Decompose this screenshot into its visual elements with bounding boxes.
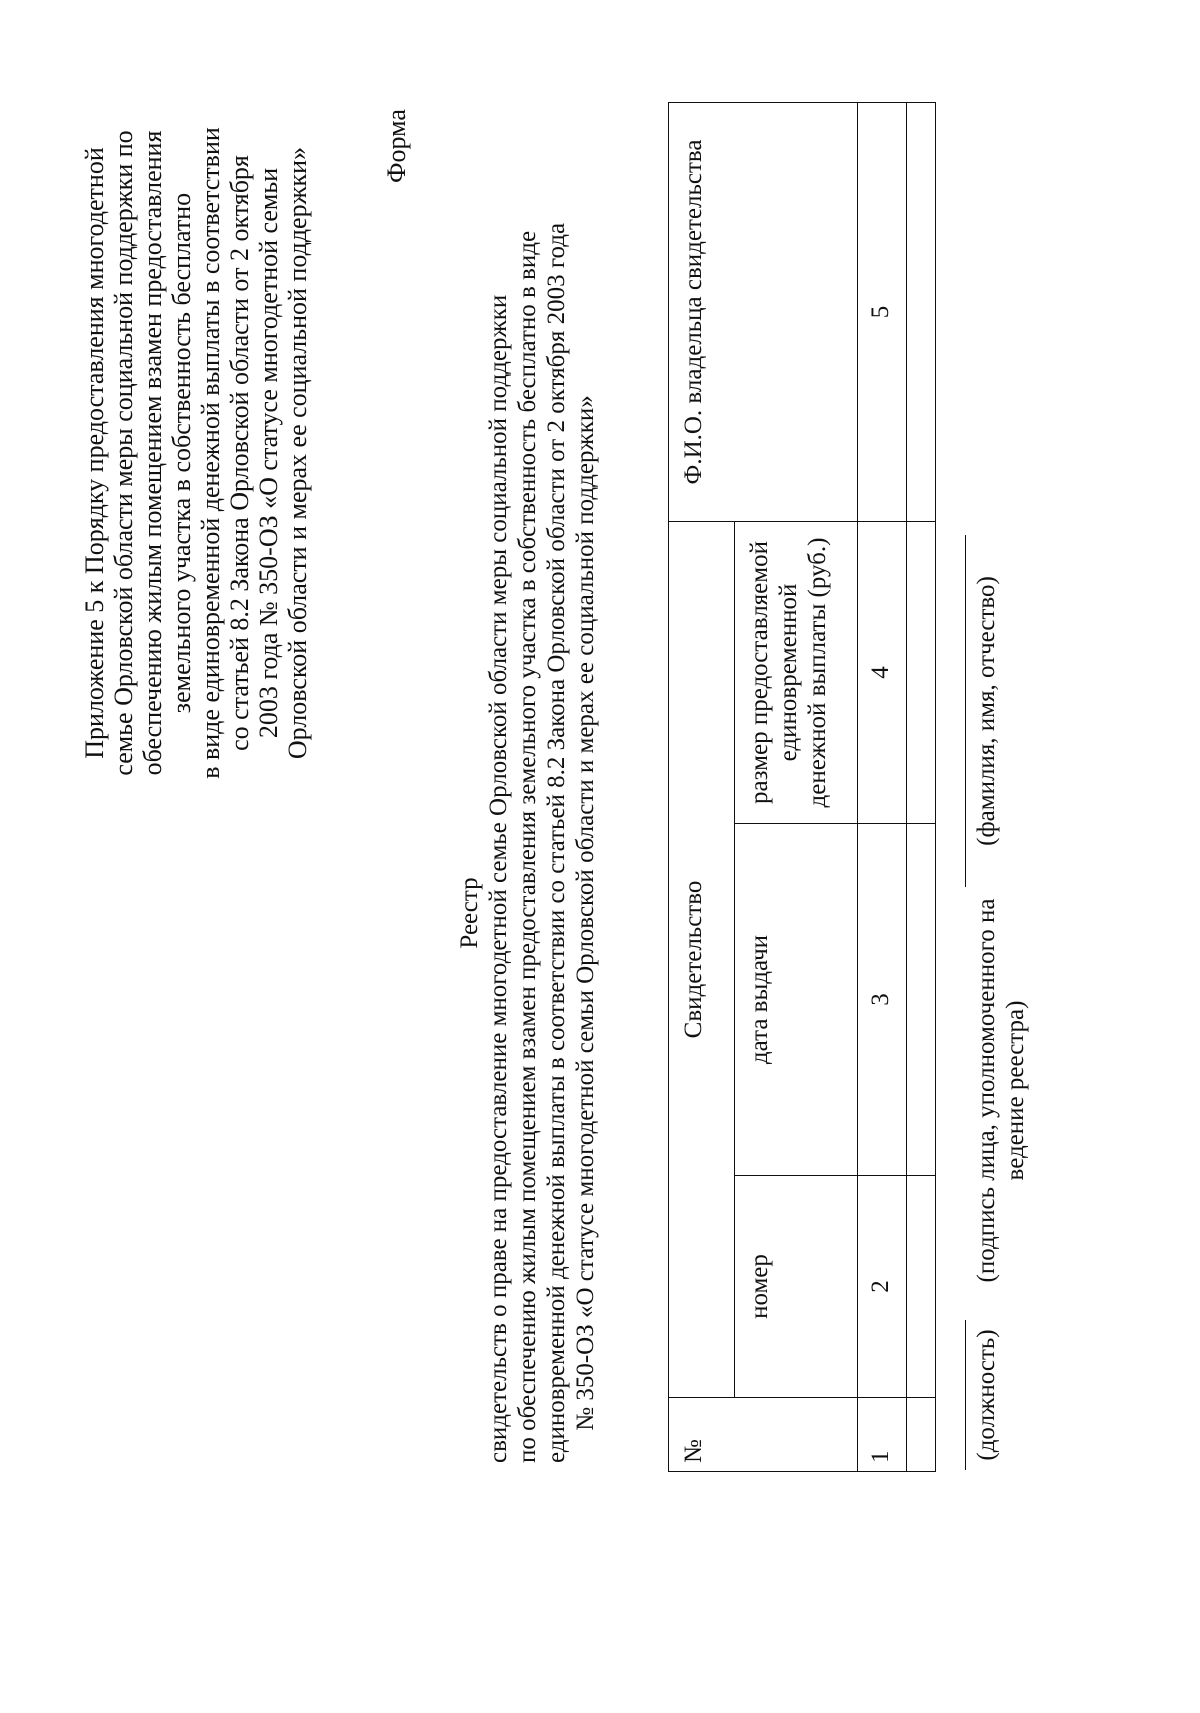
index-cell: 5 bbox=[858, 102, 907, 521]
empty-cell bbox=[907, 824, 936, 1176]
document-subtitle-line: свидетельств о праве на предоставление многодетной семье Орловской области меры социальной поддержки bbox=[485, 294, 512, 1463]
document-title-block bbox=[455, 222, 600, 1463]
table-index-row bbox=[858, 102, 907, 1471]
signature-position bbox=[965, 1320, 1001, 1470]
appendix-line: земельного участка в собственность бесплатно bbox=[167, 192, 196, 714]
document-subtitle-line: по обеспечению жилым помещением взамен предоставления земельного участка в собственность бесплатно в виде bbox=[514, 230, 541, 1463]
index-cell: 4 bbox=[858, 521, 907, 823]
appendix-line: в виде единовременной денежной выплаты в соответствии bbox=[196, 127, 225, 779]
appendix-line: 2003 года № 350-ОЗ «О статусе многодетной семьи bbox=[254, 167, 283, 739]
signature-fio bbox=[965, 535, 1001, 887]
table-header-row bbox=[669, 102, 735, 1471]
empty-cell bbox=[907, 1176, 936, 1398]
col-issue-date-header: дата выдачи bbox=[735, 824, 858, 1176]
signature-line bbox=[965, 1320, 966, 1470]
signature-fio-label: (фамилия, имя, отчество) bbox=[973, 576, 1000, 846]
index-cell: 3 bbox=[858, 824, 907, 1176]
col-payment-header: размер предоставляемой единовременной денежной выплаты (руб.) bbox=[735, 521, 858, 823]
appendix-line: Орловской области и мерах ее социальной поддержки» bbox=[283, 146, 312, 760]
form-label: Форма bbox=[382, 109, 411, 183]
appendix-line: со статьей 8.2 Закона Орловской области от 2 октября bbox=[225, 155, 254, 751]
registry-table bbox=[668, 102, 936, 1472]
document-subtitle-line: № 350-ОЗ «О статусе многодетной семьи Орловской области и мерах ее социальной поддержки» bbox=[572, 395, 599, 1431]
signature-sign-label: (подпись лица, уполномоченного на ведение реестра) bbox=[973, 898, 1029, 1283]
col-owner-header: Ф.И.О. владельца свидетельства bbox=[669, 102, 858, 521]
table-row bbox=[907, 102, 936, 1471]
col-number-header: № bbox=[669, 1398, 858, 1472]
appendix-note bbox=[80, 93, 312, 813]
signature-sign bbox=[965, 893, 1030, 1288]
signature-position-label: (должность) bbox=[973, 1329, 1000, 1461]
appendix-line: семье Орловской области меры социальной поддержки по bbox=[109, 130, 138, 776]
signature-line bbox=[965, 893, 966, 1288]
index-cell: 1 bbox=[858, 1398, 907, 1472]
appendix-line: обеспечению жилым помещением взамен предоставления bbox=[138, 130, 167, 776]
col-cert-number-header: номер bbox=[735, 1176, 858, 1398]
appendix-line: Приложение 5 к Порядку предоставления многодетной bbox=[80, 147, 109, 759]
certificate-group-header: Свидетельство bbox=[669, 521, 735, 1397]
empty-cell bbox=[907, 521, 936, 823]
empty-cell bbox=[907, 1398, 936, 1472]
document-subtitle-line: единовременной денежной выплаты в соответствии со статьей 8.2 Закона Орловской области от 2 октября 2003 года bbox=[543, 222, 570, 1463]
empty-cell bbox=[907, 102, 936, 521]
document-title: Реестр bbox=[456, 877, 483, 949]
signature-line bbox=[965, 535, 966, 887]
index-cell: 2 bbox=[858, 1176, 907, 1398]
